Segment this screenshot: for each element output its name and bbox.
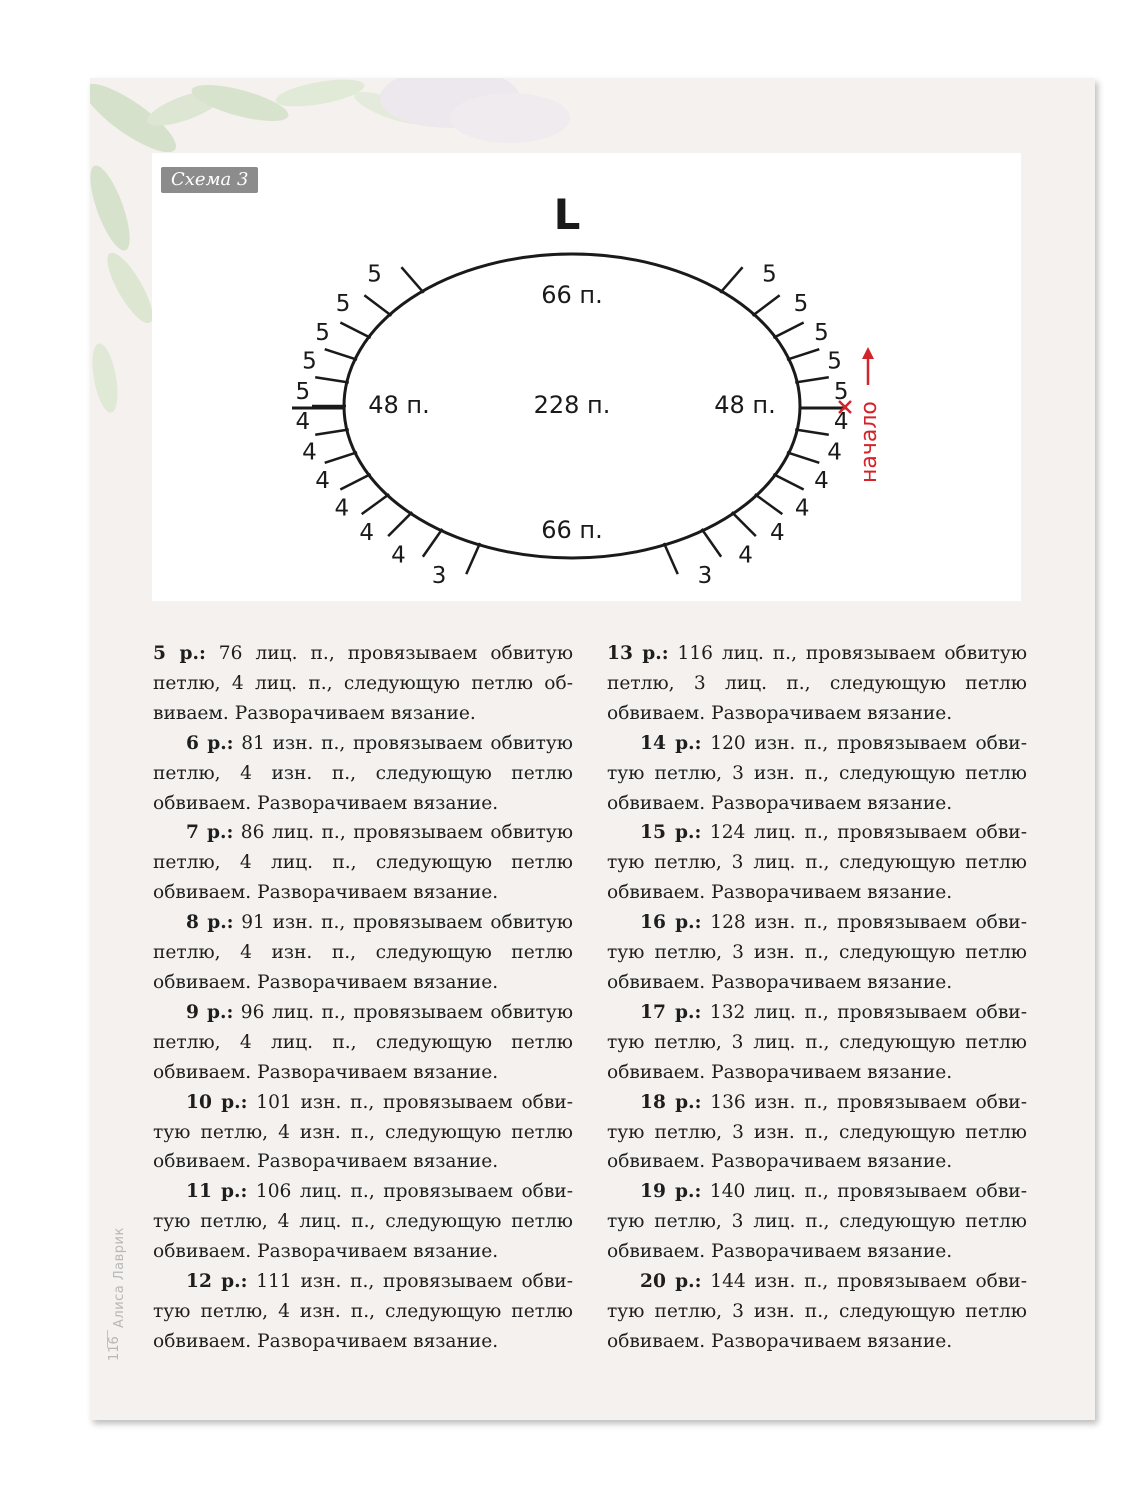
instructions-column-right [607,639,1027,1357]
tick-mark [773,474,803,489]
segment-count: 3 [431,562,447,589]
tick-mark [315,429,349,434]
scheme-diagram-panel [152,153,1021,601]
tick-mark [340,322,370,337]
total-stitch-label: 228 п. [533,391,611,419]
row-text: 91 изн. п., провязываем обвитую петлю, 4 изн. п., следующую петлю обвиваем. Разворачиваем вязание. [153,912,573,993]
segment-count: 5 [302,348,317,375]
segment-count: 4 [827,439,842,466]
segment-count: 5 [833,378,849,405]
segment-count: 5 [367,261,382,288]
segment-count: 5 [827,348,842,375]
segment-count: 4 [315,468,330,495]
book-page [90,78,1095,1420]
size-label: L [553,190,581,239]
author-name: Алиса Лаврик [112,1227,127,1328]
start-arrow-icon [862,347,874,385]
row-number: 11 р.: [186,1181,248,1203]
tick-mark [401,267,423,293]
row-number: 7 р.: [186,822,234,844]
row-instruction [607,1267,1027,1357]
row-text: 132 лиц. п., провязываем обвитую петлю, 3 лиц. п., следующую петлю обвиваем. Разворачиваем вязание. [607,1001,1028,1083]
page-number: 116 [107,1336,122,1361]
tick-mark [795,377,829,382]
segment-count: 5 [315,319,330,346]
row-number: 16 р.: [640,912,702,934]
tick-mark [340,474,370,489]
left-stitch-label: 48 п. [368,391,430,419]
segment-count: 4 [738,542,753,569]
row-instruction [607,818,1027,908]
row-text: 120 изн. п., провязываем обвитую петлю, 3 изн. п., следующую петлю обвиваем. Разворачиваем вязание. [607,732,1027,814]
row-number: 20 р.: [640,1271,702,1293]
row-number: 17 р.: [640,1001,702,1023]
tick-mark [325,349,357,360]
segment-count: 4 [359,519,375,546]
row-instruction [153,1088,573,1178]
row-text: 101 изн. п., провязываем обвитую петлю, 4 изн. п., следующую петлю обвиваем. Разворачиваем вязание. [153,1091,573,1173]
tick-mark [315,377,349,382]
tick-mark [364,295,391,315]
segment-count: 4 [391,542,406,569]
row-instruction [153,1267,573,1357]
row-text: 140 лиц. п., провязываем обвитую петлю, 3 лиц. п., следующую петлю обвиваем. Разворачиваем вязание. [607,1181,1028,1263]
row-number: 12 р.: [186,1271,248,1293]
row-instruction [607,908,1027,998]
right-stitch-label: 48 п. [714,391,776,419]
tick-mark [773,322,803,337]
bottom-stitch-label: 66 п. [541,516,603,544]
segment-count: 5 [335,291,351,318]
tick-mark [795,429,829,434]
segment-count: 5 [762,261,777,288]
segment-count: 4 [769,519,785,546]
row-number: 5 р.: [153,643,206,664]
row-instruction [607,729,1027,819]
row-text: 124 лиц. п., провязываем обвитую петлю, 3 лиц. п., следующую петлю обвиваем. Разворачиваем вязание. [607,822,1028,904]
top-stitch-label: 66 п. [541,281,603,309]
segment-count: 4 [794,495,810,522]
segment-count: 4 [295,409,311,436]
tick-mark [732,512,756,536]
row-instruction [153,818,573,908]
start-label: начало [857,401,882,483]
instructions-column-left [153,639,573,1357]
row-instruction [607,1177,1027,1267]
oval-knitting-diagram [152,153,1021,601]
tick-mark [787,349,819,360]
tick-mark [362,494,390,514]
segment-count: 4 [833,409,849,436]
row-text: 96 лиц. п., провязываем обвитую петлю, 4 лиц. п., следующую петлю обвиваем. Разворачиваем вязание. [153,1001,574,1083]
row-text: 136 изн. п., провязываем обвитую петлю, 3 изн. п., следующую петлю обвиваем. Разворачиваем вязание. [607,1091,1027,1173]
row-number: 9 р.: [186,1001,234,1023]
row-text: 106 лиц. п., провязываем обвитую петлю, 4 лиц. п., следующую петлю обвиваем. Разворачиваем вязание. [153,1181,574,1263]
row-number: 18 р.: [640,1091,702,1113]
segment-count: 5 [793,291,809,318]
tick-mark [325,452,357,463]
segment-count: 4 [334,495,350,522]
row-text: 128 изн. п., провязываем обвитую петлю, 3 изн. п., следующую петлю обвиваем. Разворачиваем вязание. [607,912,1027,993]
row-number: 13 р.: [607,643,669,664]
row-number: 8 р.: [186,912,234,934]
segment-count: 4 [302,439,317,466]
tick-mark [423,529,443,557]
row-instruction [153,729,573,819]
row-instruction [153,908,573,998]
row-text: 116 лиц. п., провязываем обвитую петлю, 3 лиц. п., следующую петлю обвиваем. Разворачиваем вязание. [607,643,1028,724]
row-number: 6 р.: [186,732,234,754]
tick-mark [664,543,678,574]
row-instruction [153,1177,573,1267]
tick-mark [466,543,480,574]
row-text: 144 изн. п., провязываем обвитую петлю, 3 изн. п., следующую петлю обвиваем. Разворачиваем вязание. [607,1271,1027,1352]
row-text: 111 изн. п., провязываем обвитую петлю, 4 изн. п., следующую петлю обвиваем. Разворачиваем вязание. [153,1271,573,1352]
tick-mark [787,452,819,463]
row-instruction [607,998,1027,1088]
tick-mark [752,295,779,315]
segment-count: 5 [814,319,829,346]
tick-mark [388,512,412,536]
row-instruction [607,1088,1027,1178]
row-number: 14 р.: [640,732,702,754]
segment-count: 4 [814,468,829,495]
segment-count: 3 [697,562,713,589]
row-text: 86 лиц. п., провязываем обвитую петлю, 4 лиц. п., следующую петлю обвиваем. Разворачиваем вязание. [153,822,574,904]
row-number: 15 р.: [640,822,702,844]
tick-mark [702,529,722,557]
row-instruction [153,998,573,1088]
tick-mark [755,494,783,514]
row-text: 81 изн. п., провязываем обвитую петлю, 4 изн. п., следующую петлю обвиваем. Разворачиваем вязание. [153,732,573,814]
scheme-tag: Схема 3 [161,167,258,193]
row-text: 76 лиц. п., провязываем обвитую петлю, 4 лиц. п., следующую петлю обвиваем. Разворачиваем вязание. [153,643,574,724]
row-number: 19 р.: [640,1181,702,1203]
row-instruction [153,639,573,729]
row-number: 10 р.: [186,1091,248,1113]
segment-count: 5 [295,378,311,405]
tick-mark [720,267,742,293]
row-instruction [607,639,1027,729]
